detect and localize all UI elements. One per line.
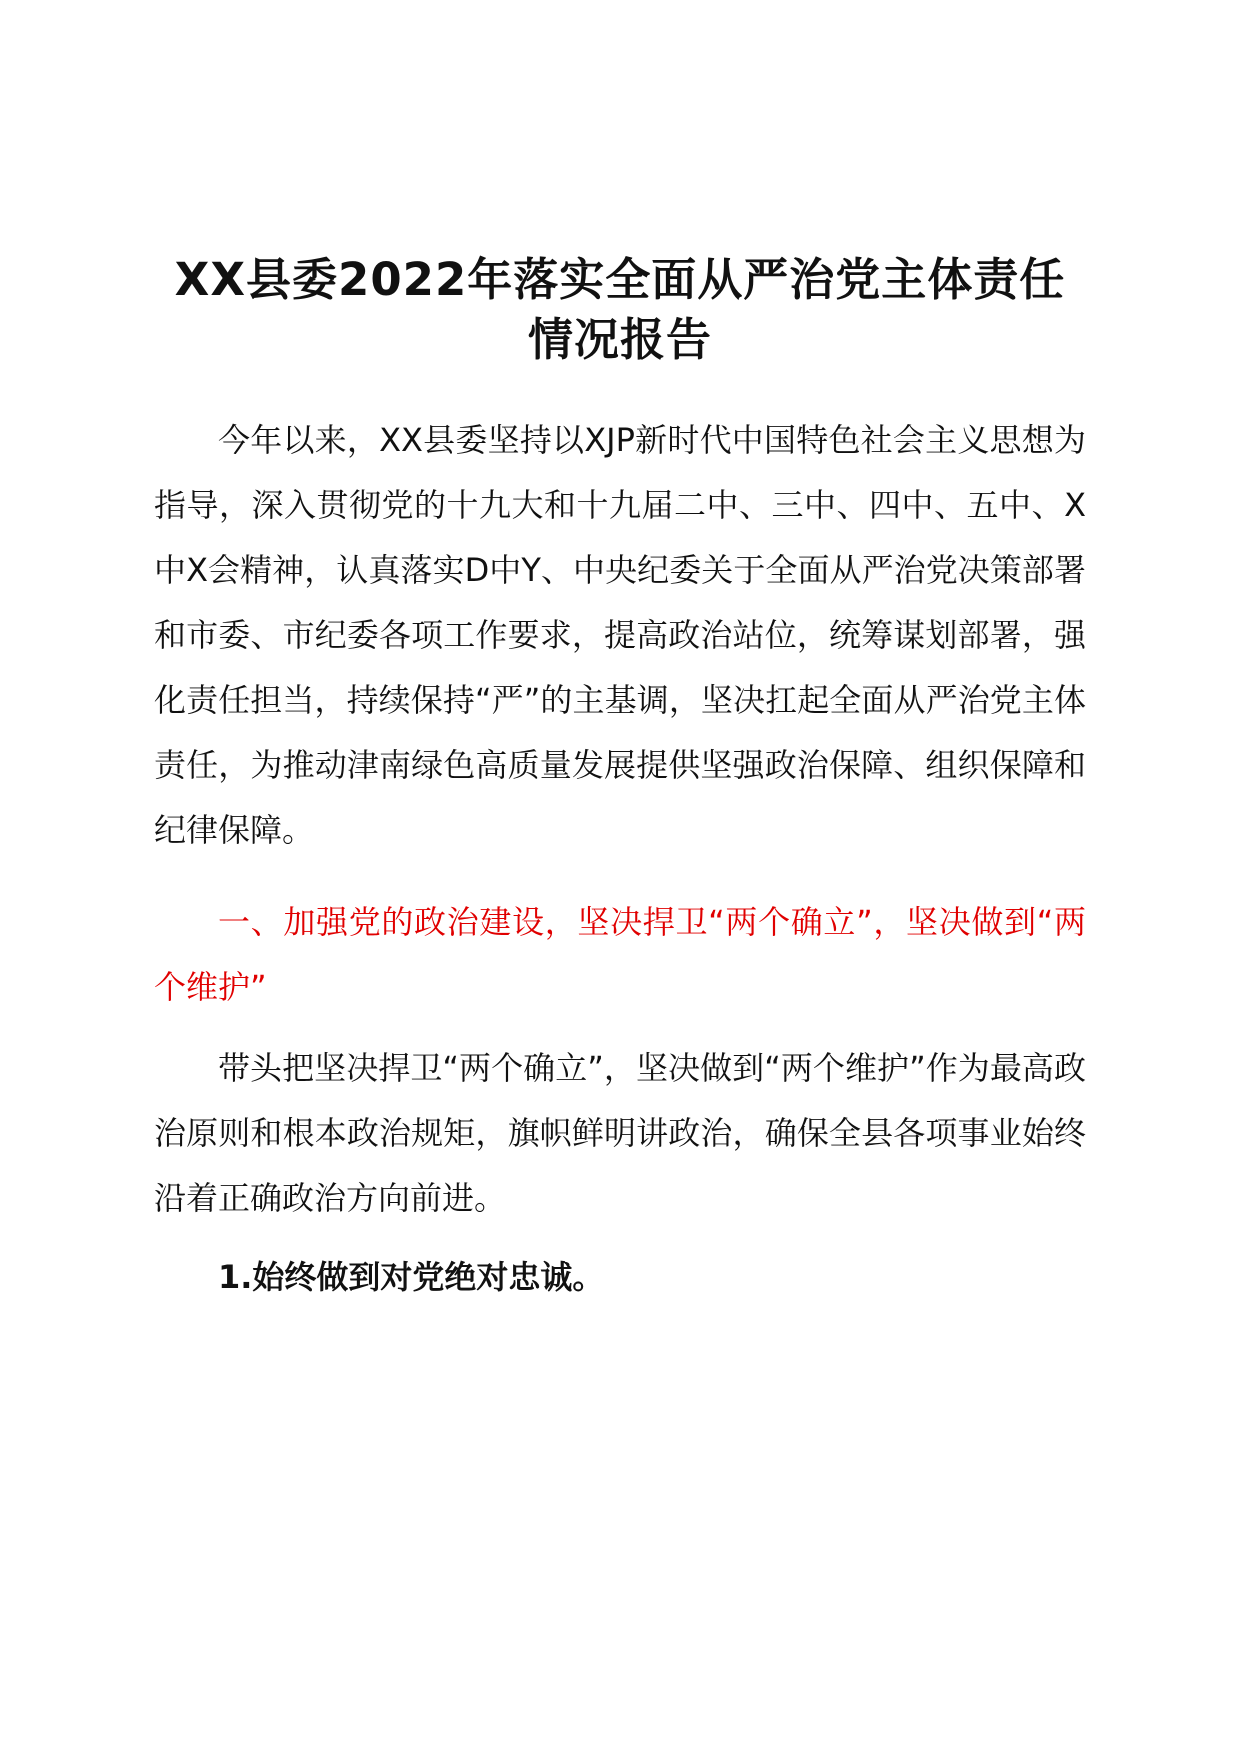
document-title	[150, 250, 1090, 370]
subsection-1-heading: 1.始终做到对党绝对忠诚。	[218, 1258, 605, 1296]
section-1-heading: 一、加强党的政治建设，坚决捍卫“两个确立”，坚决做到“两个维护”	[154, 903, 1086, 1006]
title-line-2: 情况报告	[527, 313, 712, 366]
intro-paragraph: 今年以来，XX县委坚持以XJP新时代中国特色社会主义思想为指导，深入贯彻党的十九大和十九届二中、三中、四中、五中、X中X会精神，认真落实D中Y、中央纪委关于全面从严治党决策部署和市委、市纪委各项工作要求，提高政治站位，统筹谋划部署，强化责任担当，持续保持“严”的主基调，坚决扛起全面从严治党主体责任，为推动津南绿色高质量发展提供坚强政治保障、组织保障和纪律保障。	[154, 421, 1086, 849]
title-line-1: XX县委2022年落实全面从严治党主体责任	[174, 253, 1066, 306]
section-1-paragraph: 带头把坚决捍卫“两个确立”，坚决做到“两个维护”作为最高政治原则和根本政治规矩，旗帜鲜明讲政治，确保全县各项事业始终沿着正确政治方向前进。	[154, 1049, 1086, 1217]
